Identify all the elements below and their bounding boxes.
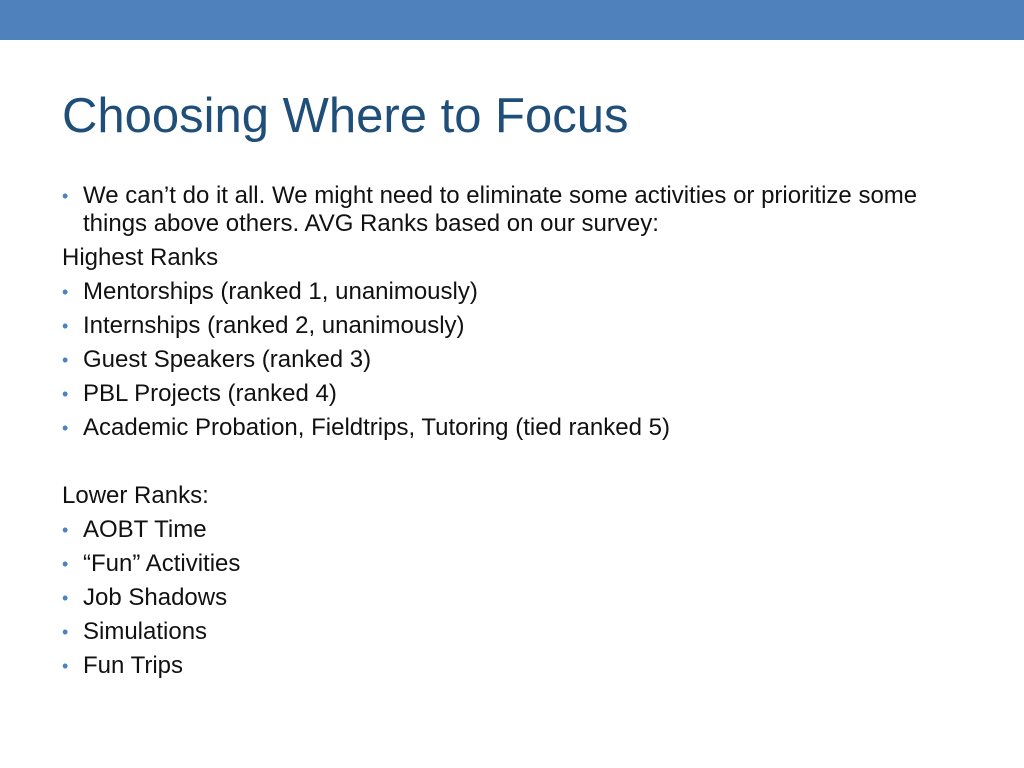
bullet-icon: • (62, 316, 69, 336)
slide-title: Choosing Where to Focus (62, 89, 629, 143)
list-item (62, 312, 982, 340)
list-item-text: Fun Trips (83, 652, 184, 679)
list-item-text: Job Shadows (83, 584, 228, 611)
list-item (62, 346, 982, 374)
bullet-icon: • (62, 186, 69, 206)
list-item-text: Guest Speakers (ranked 3) (83, 346, 372, 373)
intro-bullet (62, 182, 982, 238)
list-item (62, 652, 982, 680)
bullet-icon: • (62, 520, 69, 540)
list-item-text: PBL Projects (ranked 4) (83, 380, 337, 407)
list-item (62, 516, 982, 544)
bullet-icon: • (62, 588, 69, 608)
bullet-icon: • (62, 418, 69, 438)
bullet-icon: • (62, 350, 69, 370)
list-item-text: Academic Probation, Fieldtrips, Tutoring (tied ranked 5) (83, 414, 670, 441)
list-item-text: “Fun” Activities (83, 550, 241, 577)
list-item (62, 618, 982, 646)
list-item-text: Mentorships (ranked 1, unanimously) (83, 278, 478, 305)
list-item (62, 380, 982, 408)
bullet-icon: • (62, 282, 69, 302)
top-accent-bar (0, 0, 1024, 40)
list-item (62, 414, 982, 442)
list-item-text: Simulations (83, 618, 208, 645)
bullet-icon: • (62, 384, 69, 404)
intro-text: We can’t do it all. We might need to eliminate some activities or prioritize some things above others. AVG Ranks based on our survey: (83, 182, 918, 237)
list-item (62, 550, 982, 578)
bullet-icon: • (62, 622, 69, 642)
bullet-icon: • (62, 656, 69, 676)
list-item-text: Internships (ranked 2, unanimously) (83, 312, 465, 339)
bullet-icon: • (62, 554, 69, 574)
list-item (62, 278, 982, 306)
list-item-text: AOBT Time (83, 516, 207, 543)
section-spacer (62, 448, 982, 482)
list-item (62, 584, 982, 612)
lower-ranks-heading: Lower Ranks: (62, 482, 209, 509)
slide-body (62, 182, 982, 686)
highest-ranks-heading: Highest Ranks (62, 244, 219, 271)
